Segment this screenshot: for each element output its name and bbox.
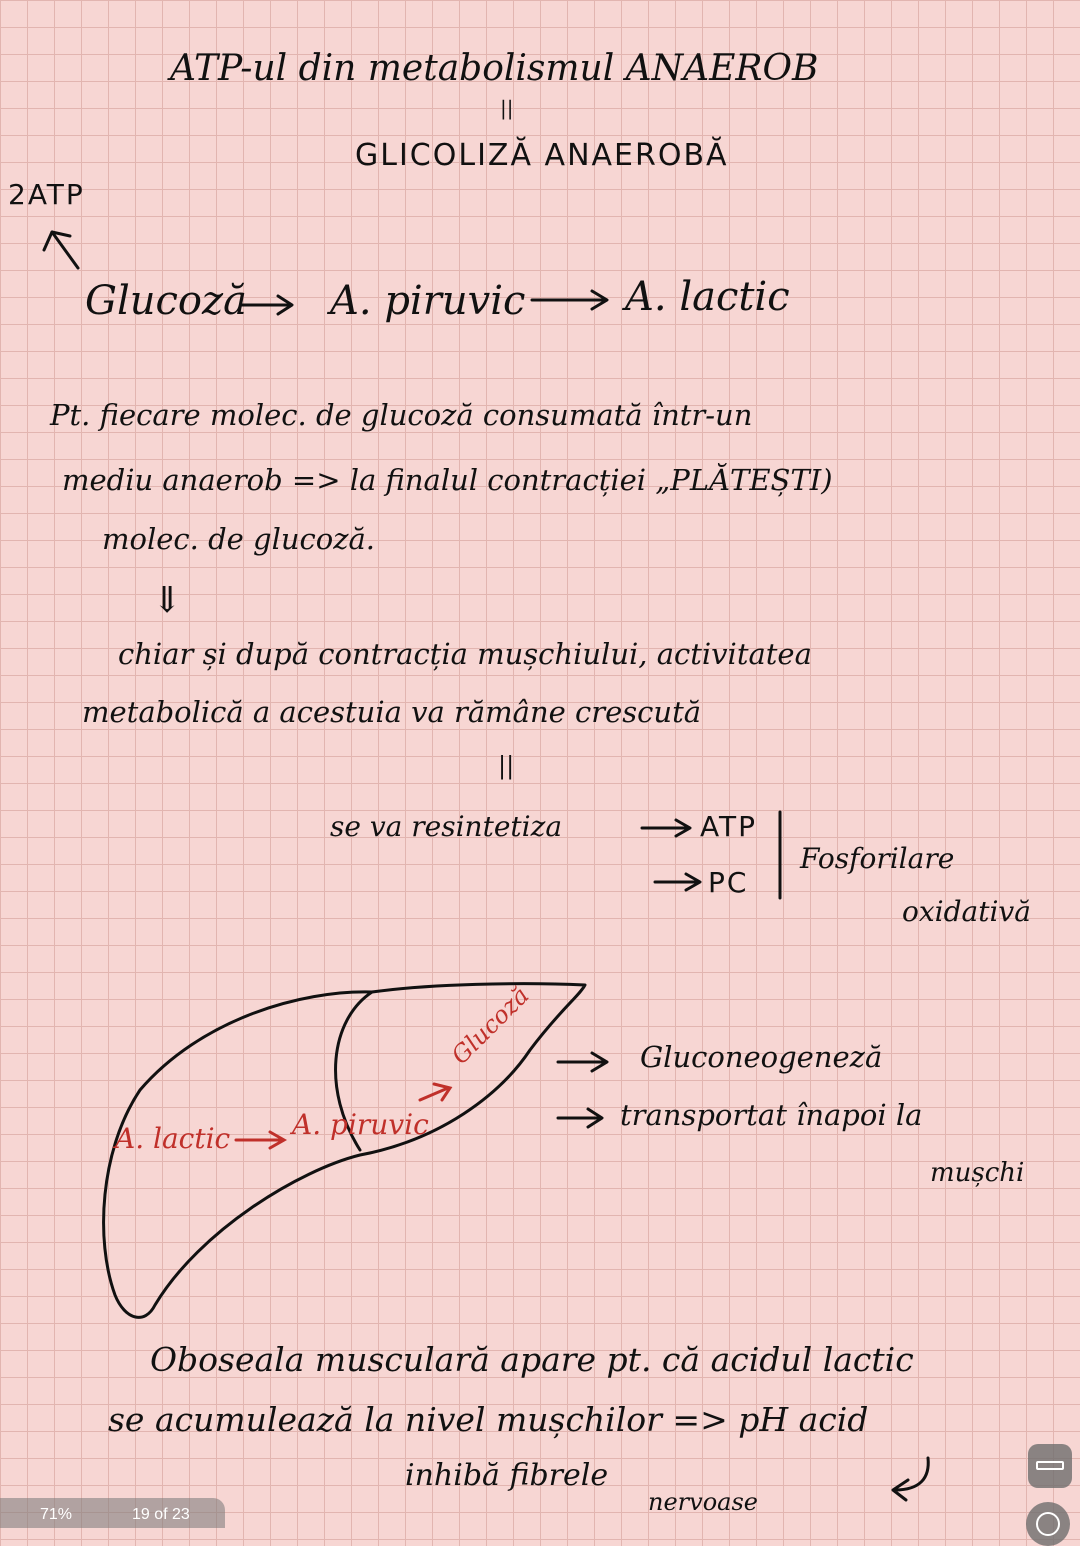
title-line-2: GLICOLIZĂ ANAEROBĂ <box>355 138 729 173</box>
page-indicator[interactable]: 19 of 23 <box>132 1506 190 1523</box>
conclusion-line3: inhibă fibrele <box>405 1458 609 1493</box>
atp-note: 2ATP <box>8 178 85 211</box>
conclusion-line1: Oboseala musculară apare pt. că acidul lactic <box>150 1340 914 1379</box>
equals-down: || <box>498 752 515 780</box>
liver-arrow-1 <box>558 1053 607 1071</box>
paragraph1-line3: molec. de glucoză. <box>102 522 376 556</box>
ruler-button[interactable] <box>1028 1444 1072 1488</box>
resynth-label-2: oxidativă <box>902 895 1031 928</box>
liver-lactic: A. lactic <box>115 1122 231 1155</box>
liver-red-arrow-1 <box>236 1132 284 1148</box>
liver-output-2-line1: transportat înapoi la <box>620 1098 923 1132</box>
pathway-lactic: A. lactic <box>625 274 790 320</box>
pathway-arrow-2 <box>532 291 607 309</box>
liver-red-arrow-2 <box>420 1084 450 1100</box>
liver-output-1: Gluconeogeneză <box>640 1040 883 1074</box>
zoom-level: 71% <box>40 1506 73 1523</box>
ruler-icon <box>1036 1461 1064 1470</box>
pathway-arrow-1 <box>242 296 292 314</box>
conclusion-line4: nervoase <box>648 1488 758 1516</box>
resynth-arrow-atp <box>642 820 690 836</box>
liver-pyruvic: A. piruvic <box>292 1108 429 1141</box>
conclusion-line2: se acumulează la nivel mușchilor => pH acid <box>108 1400 869 1439</box>
paragraph2-line2: metabolică a acestuia va rămâne crescută <box>82 695 702 729</box>
resynth-arrow-pc <box>655 874 700 890</box>
resynth-label-1: Fosforilare <box>800 842 955 875</box>
zoom-button[interactable] <box>1026 1502 1070 1546</box>
paragraph1-line2: mediu anaerob => la finalul contracției „PLĂTEȘTI) <box>62 463 833 497</box>
return-arrow <box>893 1458 928 1500</box>
implication-arrow: ⇓ <box>152 580 183 621</box>
pathway-pyruvic: A. piruvic <box>330 278 526 324</box>
liver-arrow-2 <box>558 1109 602 1127</box>
liver-glucose: Glucoză <box>446 981 535 1070</box>
resynth-atp: ATP <box>700 810 757 843</box>
liver-output-2-line2: mușchi <box>930 1158 1025 1188</box>
title-line-1: ATP-ul din metabolismul ANAEROB <box>170 48 819 89</box>
resynth-prefix: se va resintetiza <box>330 810 563 843</box>
paragraph1-line1: Pt. fiecare molec. de glucoză consumată într-un <box>50 398 753 432</box>
title-equals: || <box>500 96 514 120</box>
status-bar <box>0 1498 225 1528</box>
paragraph2-line1: chiar și după contracția mușchiului, activitatea <box>118 637 812 671</box>
atp-up-arrow <box>44 232 78 268</box>
resynth-pc: PC <box>708 866 749 899</box>
pathway-glucose: Glucoză <box>85 278 247 324</box>
